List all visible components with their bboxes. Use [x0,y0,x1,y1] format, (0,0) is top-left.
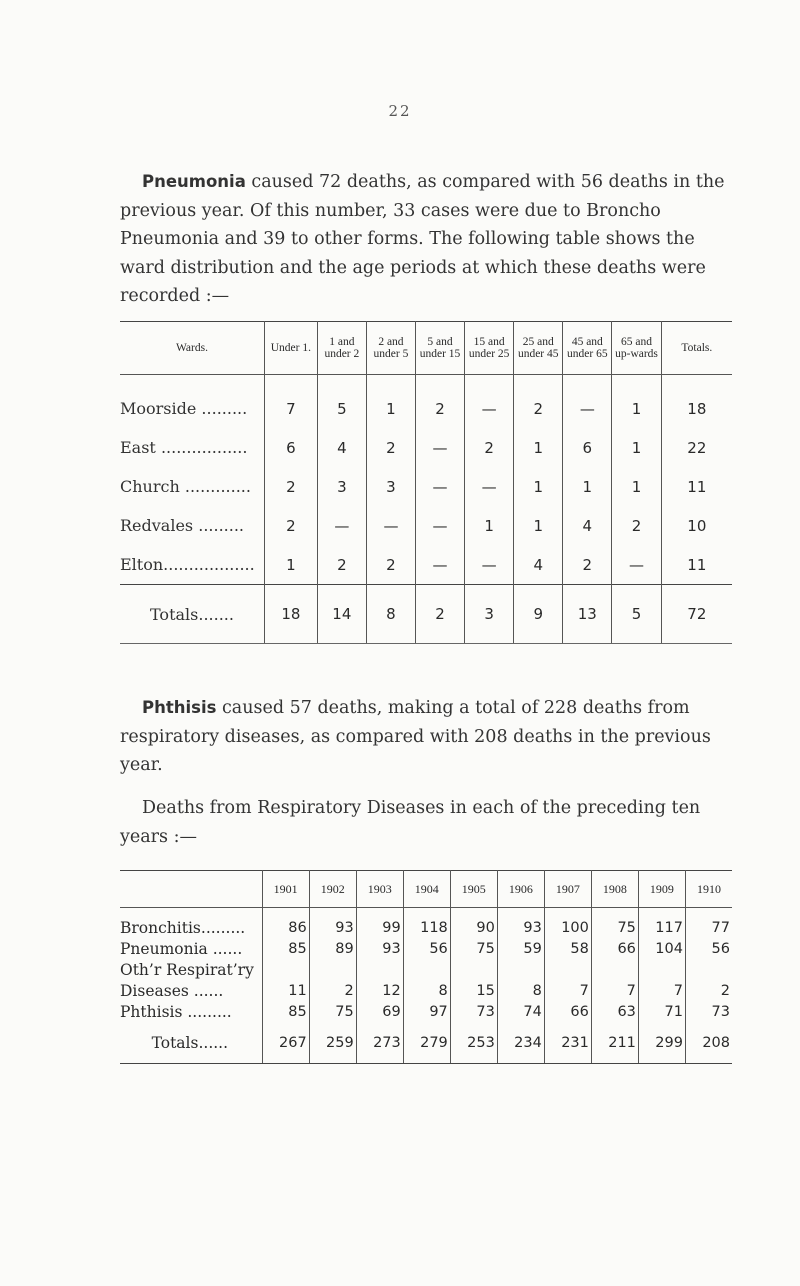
ward-value: 18 [661,375,732,429]
leader-dots: ...... [188,982,224,1000]
ward-value: 2 [366,545,415,585]
disease-value [497,960,544,981]
disease-value: 7 [544,981,591,1002]
ward-total-value: 2 [415,585,464,644]
ward-label: Redvales [120,516,194,535]
ward-name [120,506,264,545]
spacer-cell [450,908,497,919]
disease-value: 63 [591,1002,638,1023]
ward-value: — [563,375,612,429]
ward-value: 2 [465,428,514,467]
disease-value: 93 [309,918,356,939]
leader-dots: ......... [182,1003,232,1021]
disease-value [450,960,497,981]
ward-table-header-cell: Wards. [120,322,264,375]
disease-name: Phthisis [120,1003,183,1021]
ward-table-header-cell: 25 and under 45 [514,322,563,375]
disease-row [120,960,732,981]
ward-value: — [415,467,464,506]
disease-value [356,960,403,981]
ward-total-value: 13 [563,585,612,644]
ward-value: 4 [317,428,366,467]
ward-total-value: 72 [661,585,732,644]
ward-label: Moorside [120,399,197,418]
ward-value: 1 [563,467,612,506]
leader-dots: ....... [198,604,234,624]
disease-value: 104 [638,939,685,960]
disease-value: 59 [497,939,544,960]
page-number: 22 [388,102,412,120]
ward-value: 2 [317,545,366,585]
ward-value: — [465,545,514,585]
disease-value: 8 [403,981,450,1002]
disease-value: 117 [638,918,685,939]
ward-label: East [120,438,156,457]
ward-value: 2 [514,375,563,429]
disease-value: 56 [403,939,450,960]
ten-years-paragraph [120,794,732,851]
disease-value: 56 [685,939,732,960]
disease-value [638,960,685,981]
ward-total-value: 8 [366,585,415,644]
disease-name: Pneumonia [120,940,208,958]
ward-value: 1 [514,428,563,467]
disease-value: 11 [262,981,309,1002]
phthisis-paragraph [120,694,732,780]
spacer-cell [544,908,591,919]
disease-value: 7 [638,981,685,1002]
ward-row [120,428,732,467]
disease-value [403,960,450,981]
ward-row [120,375,732,429]
disease-name: Oth’r Respirat’ry [120,961,254,979]
pneumonia-text: caused 72 deaths, as compared with 56 deaths in the previous year. Of this number, 33 cases were due to Broncho Pneumonia and 39 to other forms. The following table shows the ward distribution and the age periods at which these deaths were recorded :— [120,172,725,306]
year-header-cell: 1904 [403,871,450,908]
ward-value: — [415,428,464,467]
pneumonia-heading: Pneumonia [142,172,246,191]
years-total-value: 211 [591,1023,638,1064]
spacer-row [120,908,732,919]
disease-value: 77 [685,918,732,939]
ten-years-text: Deaths from Respiratory Diseases in each of the preceding ten years :— [120,798,701,847]
disease-value: 118 [403,918,450,939]
disease-value: 75 [450,939,497,960]
ward-value: 2 [264,467,317,506]
respiratory-deaths-table [120,870,732,1064]
disease-label [120,960,262,981]
ward-value: 2 [612,506,661,545]
disease-value: 100 [544,918,591,939]
disease-value: 71 [638,1002,685,1023]
ward-table-header-cell: 1 and under 2 [317,322,366,375]
disease-label [120,918,262,939]
ward-name [120,467,264,506]
ward-table-header-cell: 45 and under 65 [563,322,612,375]
ward-totals-row [120,585,732,644]
ward-value: — [366,506,415,545]
disease-value: 85 [262,939,309,960]
disease-value: 66 [591,939,638,960]
ward-value: 2 [264,506,317,545]
disease-value: 73 [450,1002,497,1023]
year-header-cell: 1910 [685,871,732,908]
disease-label [120,939,262,960]
ward-value: — [415,545,464,585]
ward-value: — [317,506,366,545]
totals-label: Totals [150,604,199,624]
ward-table-header-cell: 15 and under 25 [465,322,514,375]
ward-value: 2 [366,428,415,467]
year-header-cell: 1901 [262,871,309,908]
spacer-cell [120,908,262,919]
ward-total-value: 14 [317,585,366,644]
disease-value [591,960,638,981]
ward-value: 1 [612,428,661,467]
spacer-cell [497,908,544,919]
disease-value: 89 [309,939,356,960]
ward-value: 4 [514,545,563,585]
disease-value: 75 [591,918,638,939]
disease-value [544,960,591,981]
disease-value: 2 [309,981,356,1002]
ward-value: 1 [612,467,661,506]
years-total-value: 234 [497,1023,544,1064]
years-totals-row [120,1023,732,1064]
ward-value: — [465,375,514,429]
disease-value: 7 [591,981,638,1002]
leader-dots: ...... [207,940,243,958]
disease-value: 90 [450,918,497,939]
ward-distribution-table [120,321,732,644]
years-table-header [120,871,732,908]
ward-value: 3 [366,467,415,506]
ward-value: 22 [661,428,732,467]
years-total-value: 231 [544,1023,591,1064]
ward-value: 1 [514,506,563,545]
disease-value: 58 [544,939,591,960]
disease-value: 2 [685,981,732,1002]
disease-value: 99 [356,918,403,939]
disease-value: 73 [685,1002,732,1023]
disease-value: 15 [450,981,497,1002]
ward-value: — [465,467,514,506]
phthisis-heading: Phthisis [142,698,217,717]
spacer-cell [403,908,450,919]
leader-dots: ......... [193,516,244,535]
years-header-blank [120,871,262,908]
spacer-cell [685,908,732,919]
ward-value: 1 [612,375,661,429]
disease-row [120,939,732,960]
spacer-cell [356,908,403,919]
years-total-value: 299 [638,1023,685,1064]
spacer-cell [309,908,356,919]
ward-table-header-cell: Totals. [661,322,732,375]
years-total-value: 253 [450,1023,497,1064]
leader-dots: ......... [196,399,248,418]
disease-row [120,918,732,939]
disease-value: 75 [309,1002,356,1023]
years-total-value: 279 [403,1023,450,1064]
disease-value: 69 [356,1002,403,1023]
ward-total-value: 18 [264,585,317,644]
ward-name [120,545,264,585]
years-total-value: 259 [309,1023,356,1064]
disease-label [120,981,262,1002]
ward-value: 2 [563,545,612,585]
ward-value: 1 [366,375,415,429]
ward-table-header-cell: 2 and under 5 [366,322,415,375]
disease-value [685,960,732,981]
disease-value: 86 [262,918,309,939]
ward-value: 3 [317,467,366,506]
ward-table-header-cell: 65 and up-wards [612,322,661,375]
ward-value: 5 [317,375,366,429]
years-total-value: 208 [685,1023,732,1064]
disease-value: 12 [356,981,403,1002]
ward-value: 6 [563,428,612,467]
pneumonia-paragraph [120,168,732,311]
years-totals-label [120,1023,262,1064]
ward-totals-label [120,585,264,644]
leader-dots: ...... [198,1033,229,1052]
disease-value: 93 [356,939,403,960]
disease-row [120,981,732,1002]
disease-name: Bronchitis [120,919,201,937]
ward-total-value: 5 [612,585,661,644]
disease-label [120,1002,262,1023]
ward-value: 10 [661,506,732,545]
ward-table-header-cell: 5 and under 15 [415,322,464,375]
disease-value: 93 [497,918,544,939]
spacer-cell [262,908,309,919]
ward-total-value: 9 [514,585,563,644]
year-header-cell: 1902 [309,871,356,908]
ward-value: 11 [661,545,732,585]
ward-value: 4 [563,506,612,545]
year-header-cell: 1909 [638,871,685,908]
ward-value: 1 [514,467,563,506]
disease-value: 97 [403,1002,450,1023]
ward-name [120,428,264,467]
year-header-cell: 1907 [544,871,591,908]
ward-row [120,506,732,545]
totals-label: Totals [151,1033,199,1052]
ward-value: 6 [264,428,317,467]
leader-dots: ......... [200,919,246,937]
disease-value [309,960,356,981]
year-header-cell: 1905 [450,871,497,908]
ward-name [120,375,264,429]
year-header-cell: 1903 [356,871,403,908]
disease-value: 85 [262,1002,309,1023]
ward-value: 2 [415,375,464,429]
year-header-cell: 1906 [497,871,544,908]
spacer-cell [638,908,685,919]
disease-row [120,1002,732,1023]
ward-value: — [612,545,661,585]
ward-label: Elton [120,555,164,574]
leader-dots: ................. [155,438,248,457]
disease-value: 74 [497,1002,544,1023]
ward-value: 11 [661,467,732,506]
years-total-value: 273 [356,1023,403,1064]
ward-table-header [120,322,732,375]
ward-value: — [415,506,464,545]
disease-value: 8 [497,981,544,1002]
leader-dots: ............. [179,477,251,496]
ward-total-value: 3 [465,585,514,644]
ward-row [120,467,732,506]
years-total-value: 267 [262,1023,309,1064]
ward-value: 1 [465,506,514,545]
disease-value: 66 [544,1002,591,1023]
spacer-cell [591,908,638,919]
leader-dots: .................. [163,555,255,574]
ward-table-header-cell: Under 1. [264,322,317,375]
ward-value: 7 [264,375,317,429]
ward-label: Church [120,477,180,496]
ward-row [120,545,732,585]
year-header-cell: 1908 [591,871,638,908]
phthisis-text: caused 57 deaths, making a total of 228 deaths from respiratory diseases, as compared with 208 deaths in the previous year. [120,698,711,775]
disease-value [262,960,309,981]
ward-value: 1 [264,545,317,585]
disease-name: Diseases [120,982,189,1000]
